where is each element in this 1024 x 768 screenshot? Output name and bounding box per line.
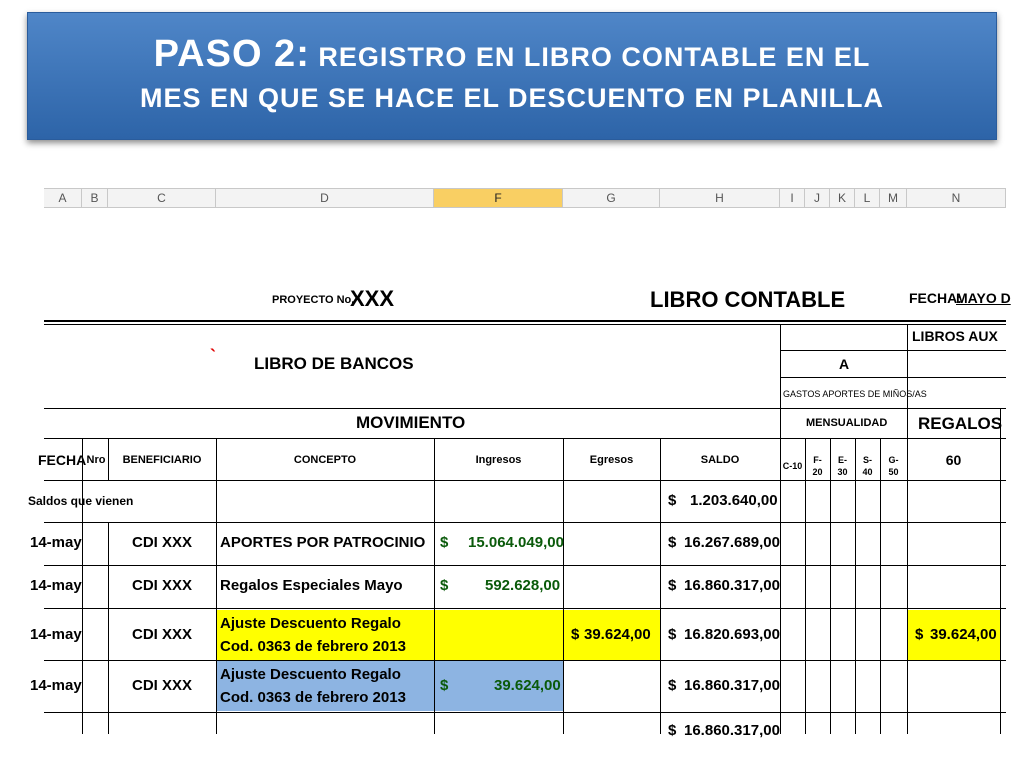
row5-saldo: 16.860.317,00 <box>684 677 780 694</box>
header-f20: F- 20 <box>812 455 823 477</box>
grid-hline <box>44 480 1006 481</box>
header-fecha: FECHA <box>38 452 87 468</box>
grid-vline <box>563 438 564 734</box>
row2-ingresos: 15.064.049,00 <box>468 534 564 551</box>
grid-hline <box>780 377 1006 378</box>
header-egresos: Egresos <box>589 454 634 466</box>
row1-saldo: 1.203.640,00 <box>690 492 778 509</box>
row2-ingresos-currency: $ <box>440 534 449 551</box>
column-header-f[interactable]: F <box>434 189 563 207</box>
row2-saldo: 16.267.689,00 <box>684 534 780 551</box>
row4-concepto: Ajuste Descuento Regalo Cod. 0363 de febrero 2013 <box>220 615 406 655</box>
spreadsheet-column-headers <box>44 188 1006 208</box>
row3-saldo-currency: $ <box>668 577 677 594</box>
row5-saldo-currency: $ <box>668 677 677 694</box>
column-header-c[interactable]: C <box>108 189 216 207</box>
grid-hline <box>44 408 1006 409</box>
header-concepto: CONCEPTO <box>293 454 357 466</box>
row2-fecha: 14-may <box>30 534 82 551</box>
row4-fecha: 14-may <box>30 626 82 643</box>
ledger-sheet <box>28 210 1011 739</box>
column-header-b[interactable]: B <box>82 189 108 207</box>
row1-concepto: Saldos que vienen <box>28 494 134 508</box>
row3-fecha: 14-may <box>30 577 82 594</box>
row4-regalos-currency: $ <box>915 626 924 643</box>
header-g50: G- 50 <box>888 455 899 477</box>
column-header-m[interactable]: M <box>880 189 907 207</box>
row4-egresos: 39.624,00 <box>584 626 651 643</box>
grid-hline <box>44 660 1006 661</box>
movimiento-label: MOVIMIENTO <box>356 413 466 432</box>
gastos-aportes-label: GASTOS APORTES DE MIÑOS/AS <box>783 389 927 399</box>
grid-vline <box>907 324 908 734</box>
row3-saldo: 16.860.317,00 <box>684 577 780 594</box>
grid-vline <box>434 438 435 734</box>
grid-hline <box>44 608 1006 609</box>
grid-hline <box>44 522 1006 523</box>
grid-hline <box>44 712 1006 713</box>
row2-saldo-currency: $ <box>668 534 677 551</box>
column-header-d[interactable]: D <box>216 189 434 207</box>
col-a-label: A <box>839 356 850 372</box>
title-banner <box>27 12 997 140</box>
grid-vline <box>805 438 806 734</box>
column-header-i[interactable]: I <box>780 189 805 207</box>
grid-vline <box>780 324 781 734</box>
grid-vline <box>1000 408 1001 734</box>
row2-concepto: APORTES POR PATROCINIO <box>220 534 426 551</box>
grid-vline <box>660 438 661 734</box>
row5-ingresos: 39.624,00 <box>494 677 561 694</box>
title-line-2: MES EN QUE SE HACE EL DESCUENTO EN PLANILLA <box>139 82 885 113</box>
row4-regalos: 39.624,00 <box>930 626 997 643</box>
fecha-header-value: MAYO D <box>956 290 1011 306</box>
grid-hline <box>44 320 1006 322</box>
row4-egresos-currency: $ <box>571 626 580 643</box>
row5-beneficiario: CDI XXX <box>132 677 193 694</box>
title-line-1 <box>154 34 871 77</box>
grid-hline <box>44 324 1006 325</box>
grid-vline <box>216 438 217 734</box>
column-header-j[interactable]: J <box>805 189 830 207</box>
row3-ingresos: 592.628,00 <box>485 577 561 594</box>
red-mark: ` <box>210 346 216 366</box>
header-saldo: SALDO <box>700 454 740 466</box>
row3-ingresos-currency: $ <box>440 577 449 594</box>
row4-saldo: 16.820.693,00 <box>684 626 780 643</box>
grid-vline <box>830 438 831 734</box>
column-header-a[interactable]: A <box>44 189 82 207</box>
fecha-header-label: FECHA: <box>909 290 962 306</box>
header-nro: Nro <box>86 454 106 466</box>
row4-ingresos-highlight <box>434 610 563 660</box>
header-e30: E- 30 <box>837 455 848 477</box>
header-c10: C-10 <box>782 461 803 471</box>
row5-fecha: 14-may <box>30 677 82 694</box>
row5-ingresos-currency: $ <box>440 677 449 694</box>
column-header-h[interactable]: H <box>660 189 780 207</box>
libros-aux-label: LIBROS AUX <box>912 328 998 344</box>
grid-vline <box>880 438 881 734</box>
header-ingresos: Ingresos <box>475 454 522 466</box>
row5-concepto: Ajuste Descuento Regalo Cod. 0363 de febrero 2013 <box>220 666 406 706</box>
header-s40: S- 40 <box>862 455 873 477</box>
row2-beneficiario: CDI XXX <box>132 534 193 551</box>
regalos-label: REGALOS <box>918 414 1003 433</box>
grid-hline <box>44 565 1006 566</box>
grid-vline <box>108 522 109 734</box>
header-regalos-code: 60 <box>945 452 962 468</box>
libro-contable-title: LIBRO CONTABLE <box>650 287 846 312</box>
grid-vline <box>108 438 109 480</box>
row1-saldo-currency: $ <box>668 492 677 509</box>
grid-hline <box>780 350 1006 351</box>
proyecto-label: PROYECTO No. <box>272 294 355 306</box>
grid-vline <box>855 438 856 734</box>
column-header-g[interactable]: G <box>563 189 660 207</box>
row3-concepto: Regalos Especiales Mayo <box>220 577 403 594</box>
column-header-l[interactable]: L <box>855 189 880 207</box>
row4-saldo-currency: $ <box>668 626 677 643</box>
column-header-n[interactable]: N <box>907 189 1006 207</box>
grid-vline <box>82 438 83 734</box>
column-header-k[interactable]: K <box>830 189 855 207</box>
title-line-1-rest: REGISTRO EN LIBRO CONTABLE EN EL <box>309 41 871 72</box>
header-beneficiario: BENEFICIARIO <box>122 454 202 466</box>
row6-saldo: 16.860.317,00 <box>684 722 780 739</box>
proyecto-value: XXX <box>350 286 395 311</box>
libro-de-bancos-label: LIBRO DE BANCOS <box>254 354 414 373</box>
row6-saldo-currency: $ <box>668 722 677 739</box>
title-step: PASO 2: <box>153 32 310 75</box>
row3-beneficiario: CDI XXX <box>132 577 193 594</box>
mensualidad-label: MENSUALIDAD <box>806 417 888 429</box>
grid-hline <box>44 438 1006 439</box>
row4-beneficiario: CDI XXX <box>132 626 193 643</box>
